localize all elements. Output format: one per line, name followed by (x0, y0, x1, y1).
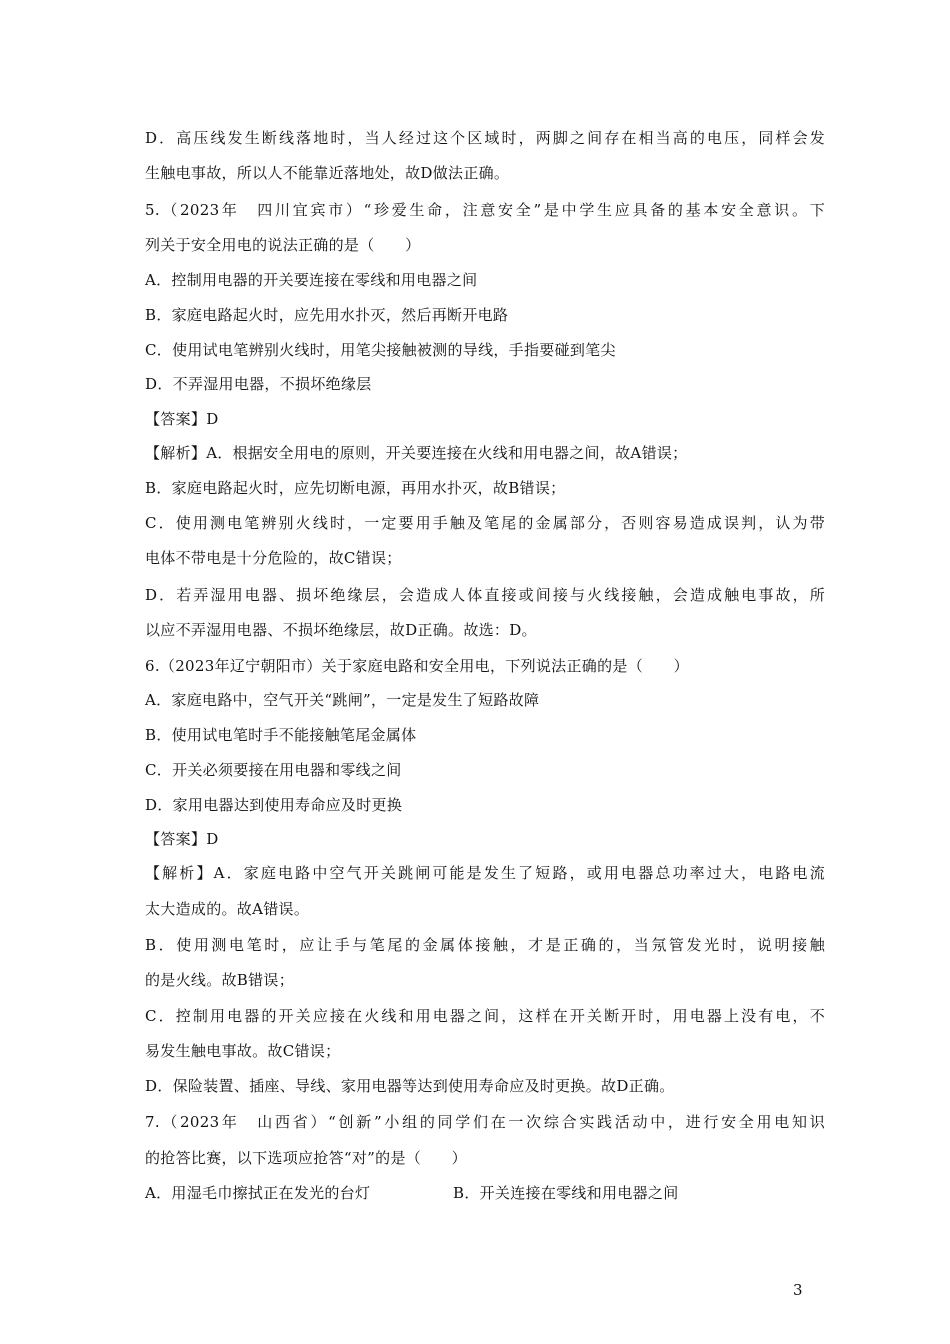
question-6-analysis: 易发生触电事故。故C错误； (145, 1042, 341, 1060)
text-line: 生触电事故，所以人不能靠近落地处，故D做法正确。 (145, 164, 510, 182)
question-7-option-a: A．用湿毛巾擦拭正在发光的台灯 (145, 1184, 371, 1202)
question-6-stem: 6.（2023年辽宁朝阳市）关于家庭电路和安全用电，下列说法正确的是（ ） (145, 657, 689, 675)
question-5-answer: 【答案】D (145, 410, 219, 428)
question-6-analysis: B．使用测电笔时，应让手与笔尾的金属体接触，才是正确的，当氖管发光时，说明接触 (145, 936, 825, 954)
question-5-option-c: C．使用试电笔辨别火线时，用笔尖接触被测的导线，手指要碰到笔尖 (145, 341, 616, 359)
question-5-option-a: A．控制用电器的开关要连接在零线和用电器之间 (145, 271, 478, 289)
question-7-stem: 7.（2023年 山西省）“创新”小组的同学们在一次综合实践活动中，进行安全用电知识 (145, 1113, 825, 1131)
question-6-option-c: C．开关必须要接在用电器和零线之间 (145, 761, 402, 779)
question-6-analysis: 太大造成的。故A错误。 (145, 900, 310, 918)
question-7-option-b: B．开关连接在零线和用电器之间 (453, 1184, 679, 1202)
question-5-analysis: 以应不弄湿用电器、不损坏绝缘层，故D正确。故选：D。 (145, 621, 537, 639)
question-7-stem: 的抢答比赛，以下选项应抢答“对”的是（ ） (145, 1149, 467, 1167)
question-6-option-b: B．使用试电笔时手不能接触笔尾金属体 (145, 726, 417, 744)
question-5-stem: 5.（2023年 四川宜宾市）“珍爱生命，注意安全”是中学生应具备的基本安全意识。下 (145, 201, 825, 219)
question-6-analysis: 【解析】A．家庭电路中空气开关跳闸可能是发生了短路，或用电器总功率过大，电路电流 (145, 864, 825, 882)
question-6-analysis: 的是火线。故B错误； (145, 971, 295, 989)
question-6-analysis: D．保险装置、插座、导线、家用电器等达到使用寿命应及时更换。故D正确。 (145, 1077, 675, 1095)
text-line: D．高压线发生断线落地时，当人经过这个区域时，两脚之间存在相当高的电压，同样会发 (145, 129, 825, 147)
question-5-analysis: 电体不带电是十分危险的，故C错误； (145, 549, 402, 567)
question-6-answer: 【答案】D (145, 830, 219, 848)
question-5-stem: 列关于安全用电的说法正确的是（ ） (145, 236, 421, 254)
question-5-analysis: C．使用测电笔辨别火线时，一定要用手触及笔尾的金属部分，否则容易造成误判，认为带 (145, 514, 825, 532)
question-6-option-d: D．家用电器达到使用寿命应及时更换 (145, 796, 403, 814)
question-6-analysis: C．控制用电器的开关应接在火线和用电器之间，这样在开关断开时，用电器上没有电，不 (145, 1007, 825, 1025)
question-5-option-d: D．不弄湿用电器，不损坏绝缘层 (145, 375, 372, 393)
question-5-option-b: B．家庭电路起火时，应先用水扑灭，然后再断开电路 (145, 306, 509, 324)
question-5-analysis: B．家庭电路起火时，应先切断电源，再用水扑灭，故B错误； (145, 479, 566, 497)
page-number: 3 (793, 1281, 803, 1299)
question-5-analysis: 【解析】A．根据安全用电的原则，开关要连接在火线和用电器之间，故A错误； (145, 444, 688, 462)
question-6-option-a: A．家庭电路中，空气开关“跳闸”，一定是发生了短路故障 (145, 691, 540, 709)
question-7-options-row (145, 1183, 825, 1203)
question-5-analysis: D．若弄湿用电器、损坏绝缘层，会造成人体直接或间接与火线接触，会造成触电事故，所 (145, 586, 825, 604)
